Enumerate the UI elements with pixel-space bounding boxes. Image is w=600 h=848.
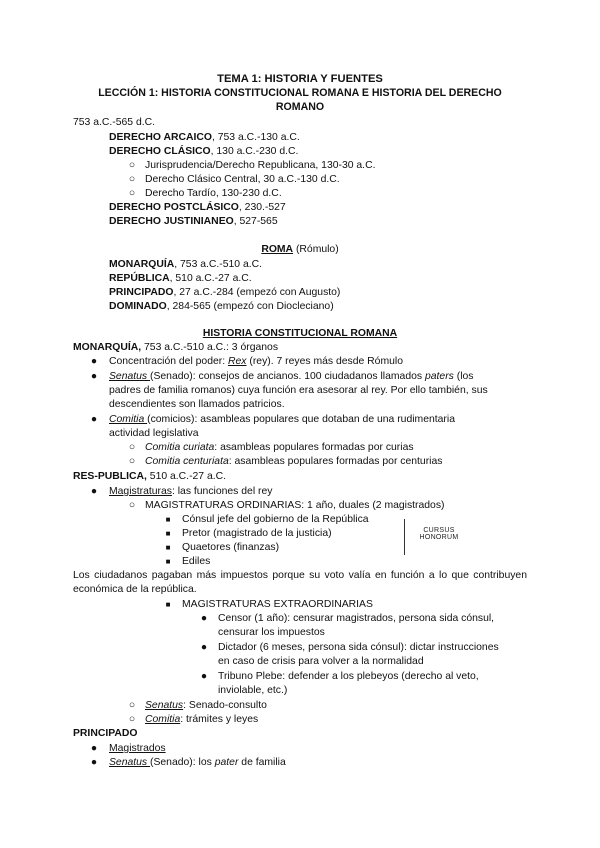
square-bullet-icon: ■ [165, 529, 171, 538]
circle-bullet-icon: ○ [128, 700, 136, 711]
monarquia-item-comitia-cont: actividad legislativa [109, 428, 199, 439]
clasico-sub-item: Jurisprudencia/Derecho Republicana, 130-30 a.C. [145, 160, 376, 171]
bullet-icon: ● [90, 757, 98, 768]
extra-item-dictador-cont: en caso de crisis para volver a la normalidad [218, 656, 424, 667]
lesson-title-cont: ROMANO [275, 101, 325, 113]
bracket-line [404, 519, 405, 555]
document-title: TEMA 1: HISTORIA Y FUENTES [217, 73, 383, 85]
derecho-arcaico: DERECHO ARCAICO, 753 a.C.-130 a.C. [109, 132, 300, 143]
circle-bullet-icon: ○ [128, 456, 136, 467]
square-bullet-icon: ■ [165, 515, 171, 524]
derecho-postclasico: DERECHO POSTCLÁSICO, 230.-527 [109, 202, 286, 213]
republica-comitia: Comitia: trámites y leyes [145, 714, 259, 725]
circle-bullet-icon: ○ [128, 714, 136, 725]
bullet-icon: ● [90, 743, 98, 754]
republica-senatus: Senatus: Senado-consulto [145, 700, 267, 711]
square-bullet-icon: ■ [165, 600, 171, 609]
derecho-justinianeo: DERECHO JUSTINIANEO, 527-565 [109, 216, 278, 227]
magistraturas-extraordinarias: MAGISTRATURAS EXTRAORDINARIAS [182, 599, 373, 610]
lesson-title: LECCIÓN 1: HISTORIA CONSTITUCIONAL ROMANA E HISTORIA DEL DERECHO [98, 87, 502, 99]
extra-item-censor: Censor (1 año): censurar magistrados, persona sida cónsul, [218, 613, 495, 624]
roma-period: PRINCIPADO, 27 a.C.-284 (empezó con Augusto) [109, 287, 341, 298]
impuestos-paragraph: Los ciudadanos pagaban más impuestos porque su voto valía en función a lo que contribuyen económica de la república. [73, 570, 527, 595]
monarquia-item-comitia: Comitia (comicios): asambleas populares que dotaban de una rudimentaria [109, 414, 455, 425]
circle-bullet-icon: ○ [128, 174, 136, 185]
ordinaria-item: Cónsul jefe del gobierno de la República [182, 514, 369, 525]
principado-item-magistrados: Magistrados [109, 743, 166, 754]
square-bullet-icon: ■ [165, 543, 171, 552]
circle-bullet-icon: ○ [128, 442, 136, 453]
roma-period: MONARQUÍA, 753 a.C.-510 a.C. [109, 259, 263, 270]
extra-item-censor-cont: censurar los impuestos [218, 627, 325, 638]
comitia-centuriata: Comitia centuriata: asambleas populares formadas por centurias [145, 456, 443, 467]
comitia-curiata: Comitia curiata: asambleas populares formadas por curias [145, 442, 414, 453]
circle-bullet-icon: ○ [128, 188, 136, 199]
magistraturas-item: Magistraturas: las funciones del rey [109, 486, 273, 497]
bullet-icon: ● [90, 371, 98, 382]
circle-bullet-icon: ○ [128, 160, 136, 171]
bullet-icon: ● [200, 671, 208, 682]
extra-item-tribuno: Tribuno Plebe: defender a los plebeyos (derecho al veto, [218, 671, 479, 682]
extra-item-tribuno-cont: inviolable, etc.) [218, 685, 288, 696]
roma-heading: ROMA (Rómulo) [261, 244, 339, 255]
ordinaria-item: Quaetores (finanzas) [182, 542, 280, 553]
square-bullet-icon: ■ [165, 557, 171, 566]
monarquia-heading: MONARQUÍA, 753 a.C.-510 a.C.: 3 órganos [73, 342, 279, 353]
bullet-icon: ● [200, 613, 208, 624]
monarquia-item-senatus-cont: descendientes son llamados patricios. [109, 399, 285, 410]
extra-item-dictador: Dictador (6 meses, persona sida cónsul): dictar instrucciones [218, 642, 499, 653]
magistraturas-ordinarias: MAGISTRATURAS ORDINARIAS: 1 año, duales (2 magistrados) [145, 500, 445, 511]
monarquia-item-senatus: Senatus (Senado): consejos de ancianos. 100 ciudadanos llamados paters (los [109, 371, 474, 382]
bullet-icon: ● [90, 486, 98, 497]
bullet-icon: ● [90, 414, 98, 425]
derecho-clasico: DERECHO CLÁSICO, 130 a.C.-230 d.C. [109, 146, 299, 157]
republica-heading: RES-PUBLICA, 510 a.C.-27 a.C. [73, 471, 227, 482]
period-range: 753 a.C.-565 d.C. [73, 117, 156, 128]
ordinaria-item: Pretor (magistrado de la justicia) [182, 528, 332, 539]
bullet-icon: ● [200, 642, 208, 653]
roma-period: REPÚBLICA, 510 a.C.-27 a.C. [109, 273, 252, 284]
monarquia-item-senatus-cont: padres de familia romanos) cuya función era asesorar al rey. Por ello también, sus [109, 385, 488, 396]
monarquia-item-rex: Concentración del poder: Rex (rey). 7 reyes más desde Rómulo [109, 356, 403, 367]
cursus-honorum-note: CURSUS HONORUM [419, 527, 459, 541]
principado-item-senatus: Senatus (Senado): los pater de familia [109, 757, 286, 768]
principado-heading: PRINCIPADO [73, 728, 138, 739]
bullet-icon: ● [90, 356, 98, 367]
circle-bullet-icon: ○ [128, 500, 136, 511]
historia-heading: HISTORIA CONSTITUCIONAL ROMANA [202, 328, 398, 339]
roma-period: DOMINADO, 284-565 (empezó con Diocleciano) [109, 301, 334, 312]
ordinaria-item: Ediles [182, 556, 211, 567]
clasico-sub-item: Derecho Clásico Central, 30 a.C.-130 d.C. [145, 174, 340, 185]
clasico-sub-item: Derecho Tardío, 130-230 d.C. [145, 188, 282, 199]
